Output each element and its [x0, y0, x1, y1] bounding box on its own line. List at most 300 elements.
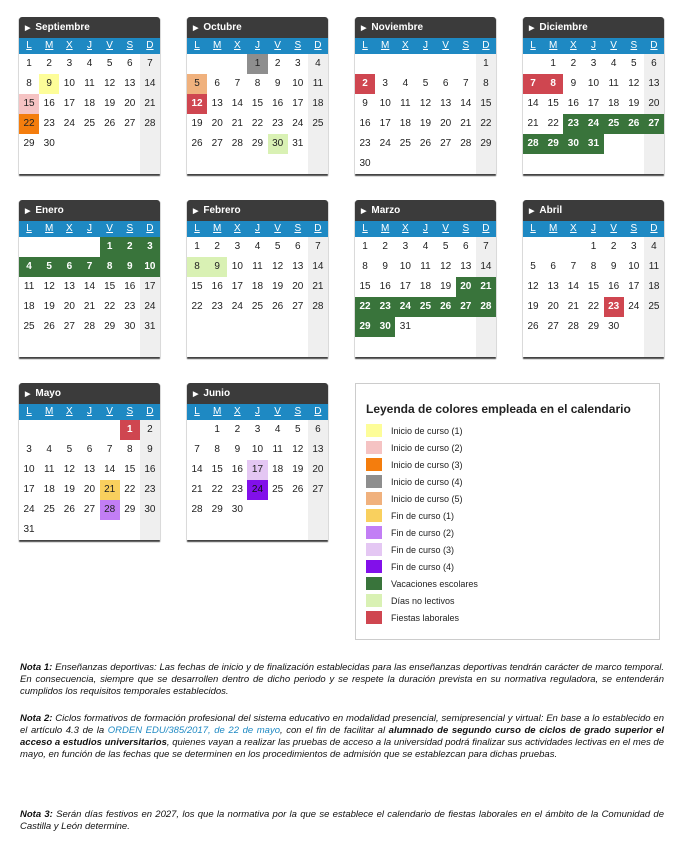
day-cell[interactable]: 3	[294, 58, 301, 69]
day-cell[interactable]: 26	[272, 301, 284, 312]
day-cell[interactable]: 16	[124, 281, 136, 292]
day-cell[interactable]: 8	[187, 257, 207, 277]
day-cell[interactable]: 21	[476, 277, 496, 297]
day-cell[interactable]: 10	[587, 78, 600, 89]
day-cell[interactable]: 11	[648, 261, 660, 272]
day-cell[interactable]: 19	[191, 118, 203, 129]
day-cell[interactable]: 19	[63, 484, 75, 495]
day-cell[interactable]: 20	[440, 118, 452, 129]
day-cell[interactable]: 23	[231, 484, 243, 495]
day-cell[interactable]: 14	[83, 281, 96, 292]
day-cell[interactable]: 25	[648, 301, 660, 312]
day-cell[interactable]: 15	[251, 98, 264, 109]
day-cell[interactable]: 15	[480, 98, 492, 109]
day-cell[interactable]: 26	[436, 297, 456, 317]
day-cell[interactable]: 28	[460, 138, 472, 149]
day-cell[interactable]: 14	[231, 98, 243, 109]
day-cell[interactable]: 16	[43, 98, 55, 109]
day-cell[interactable]: 8	[214, 444, 220, 455]
day-cell[interactable]: 25	[415, 297, 435, 317]
day-cell[interactable]: 20	[456, 277, 476, 297]
day-cell[interactable]: 23	[272, 118, 284, 129]
day-cell[interactable]: 31	[583, 134, 603, 154]
day-cell[interactable]: 20	[648, 98, 660, 109]
day-cell[interactable]: 23	[563, 114, 583, 134]
day-cell[interactable]: 29	[480, 138, 492, 149]
day-cell[interactable]: 30	[268, 134, 288, 154]
day-cell[interactable]: 24	[231, 301, 243, 312]
day-cell[interactable]: 23	[124, 301, 136, 312]
day-cell[interactable]: 28	[191, 504, 203, 515]
day-cell[interactable]: 13	[292, 261, 304, 272]
day-cell[interactable]: 22	[355, 297, 375, 317]
day-cell[interactable]: 21	[567, 301, 579, 312]
day-cell[interactable]: 2	[120, 237, 140, 257]
day-cell[interactable]: 20	[292, 281, 304, 292]
day-cell[interactable]: 5	[442, 241, 449, 252]
day-cell[interactable]: 21	[527, 118, 539, 129]
day-cell[interactable]: 20	[83, 484, 96, 495]
day-cell[interactable]: 10	[379, 98, 391, 109]
day-cell[interactable]: 31	[23, 524, 35, 535]
day-cell[interactable]: 28	[312, 301, 324, 312]
day-cell[interactable]: 9	[39, 74, 59, 94]
day-cell[interactable]: 13	[547, 281, 559, 292]
day-cell[interactable]: 19	[628, 98, 640, 109]
day-cell[interactable]: 5	[39, 257, 59, 277]
day-cell[interactable]: 12	[419, 98, 432, 109]
day-cell[interactable]: 1	[100, 237, 120, 257]
month-header[interactable]	[355, 200, 496, 221]
day-cell[interactable]: 21	[312, 281, 324, 292]
day-cell[interactable]: 25	[399, 138, 411, 149]
day-cell[interactable]: 14	[104, 464, 116, 475]
day-cell[interactable]: 13	[63, 281, 75, 292]
day-cell[interactable]: 22	[124, 484, 136, 495]
day-cell[interactable]: 6	[442, 78, 449, 89]
day-cell[interactable]: 18	[312, 98, 324, 109]
day-cell[interactable]: 13	[648, 78, 660, 89]
day-cell[interactable]: 2	[610, 241, 617, 252]
day-cell[interactable]: 2	[214, 241, 220, 252]
day-cell[interactable]: 16	[144, 464, 156, 475]
day-cell[interactable]: 13	[211, 98, 223, 109]
month-header[interactable]	[187, 17, 328, 38]
day-cell[interactable]: 8	[483, 78, 489, 89]
day-cell[interactable]: 16	[359, 118, 371, 129]
day-cell[interactable]: 6	[86, 444, 93, 455]
day-cell[interactable]: 19	[527, 301, 539, 312]
day-cell[interactable]: 3	[402, 241, 409, 252]
day-cell[interactable]: 19	[43, 301, 55, 312]
day-cell[interactable]: 4	[254, 241, 261, 252]
day-cell[interactable]: 5	[187, 74, 207, 94]
day-cell[interactable]: 7	[79, 257, 99, 277]
day-cell[interactable]: 11	[252, 261, 263, 272]
day-cell[interactable]: 26	[63, 504, 75, 515]
day-cell[interactable]: 15	[191, 281, 203, 292]
day-cell[interactable]: 26	[419, 138, 432, 149]
day-cell[interactable]: 5	[530, 261, 536, 272]
day-cell[interactable]: 22	[251, 118, 264, 129]
day-cell[interactable]: 28	[567, 321, 579, 332]
day-cell[interactable]: 8	[590, 261, 597, 272]
day-cell[interactable]: 24	[379, 138, 391, 149]
day-cell[interactable]: 4	[610, 58, 617, 69]
day-cell[interactable]: 24	[247, 480, 267, 500]
day-cell[interactable]: 7	[106, 444, 113, 455]
day-cell[interactable]: 19	[440, 281, 452, 292]
day-cell[interactable]: 9	[120, 257, 140, 277]
day-cell[interactable]: 12	[187, 94, 207, 114]
day-cell[interactable]: 15	[211, 464, 223, 475]
day-cell[interactable]: 29	[211, 504, 223, 515]
day-cell[interactable]: 23	[43, 118, 55, 129]
day-cell[interactable]: 4	[422, 241, 429, 252]
day-cell[interactable]: 1	[247, 54, 267, 74]
day-cell[interactable]: 25	[312, 118, 324, 129]
day-cell[interactable]: 17	[587, 98, 600, 109]
day-cell[interactable]: 20	[547, 301, 559, 312]
day-cell[interactable]: 17	[399, 281, 411, 292]
day-cell[interactable]: 7	[234, 78, 241, 89]
day-cell[interactable]: 5	[66, 444, 73, 455]
day-cell[interactable]: 5	[422, 78, 429, 89]
day-cell[interactable]: 14	[460, 98, 472, 109]
day-cell[interactable]: 13	[440, 98, 452, 109]
day-cell[interactable]: 12	[63, 464, 75, 475]
day-cell[interactable]: 24	[395, 297, 415, 317]
day-cell[interactable]: 27	[211, 138, 223, 149]
day-cell[interactable]: 23	[375, 297, 395, 317]
day-cell[interactable]: 8	[254, 78, 261, 89]
day-cell[interactable]: 20	[124, 98, 136, 109]
day-cell[interactable]: 4	[315, 58, 321, 69]
day-cell[interactable]: 2	[147, 424, 153, 435]
day-cell[interactable]: 9	[570, 78, 577, 89]
day-cell[interactable]: 9	[147, 444, 153, 455]
day-cell[interactable]: 3	[382, 78, 388, 89]
day-cell[interactable]: 24	[292, 118, 304, 129]
day-cell[interactable]: 8	[362, 261, 368, 272]
day-cell[interactable]: 26	[527, 321, 539, 332]
day-cell[interactable]: 16	[272, 98, 284, 109]
day-cell[interactable]: 7	[147, 58, 153, 69]
day-cell[interactable]: 31	[399, 321, 411, 332]
day-cell[interactable]: 11	[312, 78, 324, 89]
orden-edu-link[interactable]: ORDEN EDU/385/2017, de 22 de mayo	[107, 725, 280, 736]
month-header[interactable]	[355, 17, 496, 38]
day-cell[interactable]: 30	[608, 321, 620, 332]
day-cell[interactable]: 20	[312, 464, 324, 475]
day-cell[interactable]: 24	[628, 301, 640, 312]
day-cell[interactable]: 21	[83, 301, 96, 312]
day-cell[interactable]: 29	[543, 134, 563, 154]
day-cell[interactable]: 14	[144, 78, 156, 89]
day-cell[interactable]: 6	[550, 261, 556, 272]
day-cell[interactable]: 27	[292, 301, 304, 312]
day-cell[interactable]: 4	[46, 444, 52, 455]
day-cell[interactable]: 1	[362, 241, 368, 252]
day-cell[interactable]: 1	[483, 58, 489, 69]
day-cell[interactable]: 24	[144, 301, 156, 312]
day-cell[interactable]: 10	[292, 78, 304, 89]
day-cell[interactable]: 25	[43, 504, 55, 515]
day-cell[interactable]: 22	[191, 301, 203, 312]
day-cell[interactable]: 12	[43, 281, 55, 292]
day-cell[interactable]: 24	[583, 114, 603, 134]
day-cell[interactable]: 2	[570, 58, 577, 69]
day-cell[interactable]: 29	[355, 317, 375, 337]
day-cell[interactable]: 24	[23, 504, 35, 515]
day-cell[interactable]: 2	[46, 58, 52, 69]
month-header[interactable]	[187, 383, 328, 404]
day-cell[interactable]: 4	[19, 257, 39, 277]
day-cell[interactable]: 5	[294, 424, 301, 435]
day-cell[interactable]: 6	[59, 257, 79, 277]
day-cell[interactable]: 30	[124, 321, 136, 332]
day-cell[interactable]: 25	[604, 114, 624, 134]
month-header[interactable]	[523, 17, 664, 38]
day-cell[interactable]: 27	[312, 484, 324, 495]
day-cell[interactable]: 12	[527, 281, 539, 292]
day-cell[interactable]: 23	[359, 138, 371, 149]
day-cell[interactable]: 18	[608, 98, 620, 109]
day-cell[interactable]: 10	[399, 261, 411, 272]
day-cell[interactable]: 30	[563, 134, 583, 154]
day-cell[interactable]: 10	[251, 444, 264, 455]
day-cell[interactable]: 3	[630, 241, 637, 252]
day-cell[interactable]: 9	[362, 98, 368, 109]
day-cell[interactable]: 13	[312, 444, 324, 455]
day-cell[interactable]: 26	[104, 118, 116, 129]
month-header[interactable]	[19, 200, 160, 221]
day-cell[interactable]: 31	[292, 138, 304, 149]
day-cell[interactable]: 18	[272, 464, 284, 475]
day-cell[interactable]: 22	[211, 484, 223, 495]
day-cell[interactable]: 3	[66, 58, 73, 69]
day-cell[interactable]: 15	[104, 281, 116, 292]
day-cell[interactable]: 12	[628, 78, 640, 89]
day-cell[interactable]: 17	[379, 118, 391, 129]
day-cell[interactable]: 17	[144, 281, 156, 292]
day-cell[interactable]: 6	[294, 241, 301, 252]
day-cell[interactable]: 17	[628, 281, 640, 292]
day-cell[interactable]: 26	[624, 114, 644, 134]
day-cell[interactable]: 18	[23, 301, 35, 312]
day-cell[interactable]: 27	[440, 138, 452, 149]
day-cell[interactable]: 7	[462, 78, 469, 89]
day-cell[interactable]: 25	[83, 118, 96, 129]
day-cell[interactable]: 15	[19, 94, 39, 114]
day-cell[interactable]: 2	[382, 241, 388, 252]
day-cell[interactable]: 18	[399, 118, 411, 129]
day-cell[interactable]: 7	[523, 74, 543, 94]
day-cell[interactable]: 15	[359, 281, 371, 292]
day-cell[interactable]: 17	[63, 98, 75, 109]
day-cell[interactable]: 16	[211, 281, 223, 292]
day-cell[interactable]: 4	[651, 241, 657, 252]
day-cell[interactable]: 18	[648, 281, 660, 292]
day-cell[interactable]: 16	[567, 98, 579, 109]
day-cell[interactable]: 23	[211, 301, 223, 312]
day-cell[interactable]: 5	[630, 58, 637, 69]
day-cell[interactable]: 6	[462, 241, 469, 252]
day-cell[interactable]: 13	[460, 261, 472, 272]
day-cell[interactable]: 6	[214, 78, 220, 89]
day-cell[interactable]: 12	[292, 444, 304, 455]
day-cell[interactable]: 4	[86, 58, 93, 69]
day-cell[interactable]: 27	[63, 321, 75, 332]
day-cell[interactable]: 23	[604, 297, 624, 317]
day-cell[interactable]: 3	[234, 241, 241, 252]
day-cell[interactable]: 16	[231, 464, 243, 475]
day-cell[interactable]: 30	[375, 317, 395, 337]
month-header[interactable]	[19, 17, 160, 38]
day-cell[interactable]: 25	[272, 484, 284, 495]
day-cell[interactable]: 7	[483, 241, 489, 252]
day-cell[interactable]: 14	[567, 281, 579, 292]
day-cell[interactable]: 11	[608, 78, 619, 89]
day-cell[interactable]: 22	[547, 118, 559, 129]
day-cell[interactable]: 10	[140, 257, 160, 277]
day-cell[interactable]: 6	[126, 58, 133, 69]
day-cell[interactable]: 12	[104, 78, 116, 89]
day-cell[interactable]: 12	[440, 261, 452, 272]
day-cell[interactable]: 30	[43, 138, 55, 149]
day-cell[interactable]: 11	[420, 261, 431, 272]
day-cell[interactable]: 31	[144, 321, 156, 332]
day-cell[interactable]: 21	[191, 484, 203, 495]
day-cell[interactable]: 11	[272, 444, 283, 455]
month-header[interactable]	[187, 200, 328, 221]
day-cell[interactable]: 28	[83, 321, 96, 332]
day-cell[interactable]: 20	[211, 118, 223, 129]
day-cell[interactable]: 28	[523, 134, 543, 154]
day-cell[interactable]: 1	[214, 424, 220, 435]
day-cell[interactable]: 9	[234, 444, 241, 455]
day-cell[interactable]: 3	[140, 237, 160, 257]
day-cell[interactable]: 14	[480, 261, 492, 272]
day-cell[interactable]: 22	[19, 114, 39, 134]
day-cell[interactable]: 29	[23, 138, 35, 149]
day-cell[interactable]: 9	[382, 261, 388, 272]
day-cell[interactable]: 28	[231, 138, 243, 149]
day-cell[interactable]: 8	[26, 78, 32, 89]
day-cell[interactable]: 3	[254, 424, 261, 435]
day-cell[interactable]: 21	[100, 480, 120, 500]
day-cell[interactable]: 9	[274, 78, 281, 89]
day-cell[interactable]: 7	[194, 444, 200, 455]
day-cell[interactable]: 24	[63, 118, 75, 129]
day-cell[interactable]: 16	[608, 281, 620, 292]
day-cell[interactable]: 13	[124, 78, 136, 89]
day-cell[interactable]: 20	[63, 301, 75, 312]
day-cell[interactable]: 1	[194, 241, 200, 252]
day-cell[interactable]: 15	[587, 281, 600, 292]
day-cell[interactable]: 7	[570, 261, 577, 272]
day-cell[interactable]: 27	[644, 114, 664, 134]
day-cell[interactable]: 29	[104, 321, 116, 332]
day-cell[interactable]: 13	[83, 464, 96, 475]
day-cell[interactable]: 19	[104, 98, 116, 109]
day-cell[interactable]: 29	[587, 321, 600, 332]
day-cell[interactable]: 25	[23, 321, 35, 332]
day-cell[interactable]: 10	[23, 464, 35, 475]
day-cell[interactable]: 3	[26, 444, 32, 455]
day-cell[interactable]: 27	[456, 297, 476, 317]
day-cell[interactable]: 19	[419, 118, 432, 129]
day-cell[interactable]: 28	[476, 297, 496, 317]
day-cell[interactable]: 15	[547, 98, 559, 109]
day-cell[interactable]: 5	[274, 241, 281, 252]
day-cell[interactable]: 14	[312, 261, 324, 272]
day-cell[interactable]: 11	[44, 464, 55, 475]
day-cell[interactable]: 27	[547, 321, 559, 332]
day-cell[interactable]: 29	[124, 504, 136, 515]
day-cell[interactable]: 3	[590, 58, 597, 69]
day-cell[interactable]: 28	[100, 500, 120, 520]
day-cell[interactable]: 2	[274, 58, 281, 69]
day-cell[interactable]: 11	[400, 98, 411, 109]
day-cell[interactable]: 21	[460, 118, 472, 129]
day-cell[interactable]: 16	[379, 281, 391, 292]
day-cell[interactable]: 4	[274, 424, 281, 435]
day-cell[interactable]: 26	[43, 321, 55, 332]
day-cell[interactable]: 10	[231, 261, 243, 272]
month-header[interactable]	[523, 200, 664, 221]
day-cell[interactable]: 5	[106, 58, 113, 69]
day-cell[interactable]: 19	[292, 464, 304, 475]
day-cell[interactable]: 22	[480, 118, 492, 129]
day-cell[interactable]: 2	[234, 424, 241, 435]
day-cell[interactable]: 10	[628, 261, 640, 272]
day-cell[interactable]: 9	[207, 257, 227, 277]
day-cell[interactable]: 22	[587, 301, 600, 312]
day-cell[interactable]: 17	[231, 281, 243, 292]
day-cell[interactable]: 6	[315, 424, 321, 435]
day-cell[interactable]: 22	[104, 301, 116, 312]
day-cell[interactable]: 14	[527, 98, 539, 109]
day-cell[interactable]: 18	[419, 281, 432, 292]
day-cell[interactable]: 6	[651, 58, 657, 69]
day-cell[interactable]: 1	[550, 58, 556, 69]
day-cell[interactable]: 12	[272, 261, 284, 272]
day-cell[interactable]: 11	[23, 281, 35, 292]
day-cell[interactable]: 8	[100, 257, 120, 277]
day-cell[interactable]: 1	[26, 58, 32, 69]
day-cell[interactable]: 21	[144, 98, 156, 109]
day-cell[interactable]: 1	[590, 241, 597, 252]
day-cell[interactable]: 18	[43, 484, 55, 495]
day-cell[interactable]: 25	[251, 301, 264, 312]
day-cell[interactable]: 30	[144, 504, 156, 515]
day-cell[interactable]: 4	[402, 78, 409, 89]
day-cell[interactable]: 19	[272, 281, 284, 292]
day-cell[interactable]: 18	[83, 98, 96, 109]
month-header[interactable]	[19, 383, 160, 404]
day-cell[interactable]: 7	[315, 241, 321, 252]
day-cell[interactable]: 26	[191, 138, 203, 149]
day-cell[interactable]: 10	[63, 78, 75, 89]
day-cell[interactable]: 17	[23, 484, 35, 495]
day-cell[interactable]: 8	[126, 444, 133, 455]
day-cell[interactable]: 15	[124, 464, 136, 475]
day-cell[interactable]: 28	[144, 118, 156, 129]
day-cell[interactable]: 23	[144, 484, 156, 495]
day-cell[interactable]: 27	[124, 118, 136, 129]
day-cell[interactable]: 29	[251, 138, 264, 149]
